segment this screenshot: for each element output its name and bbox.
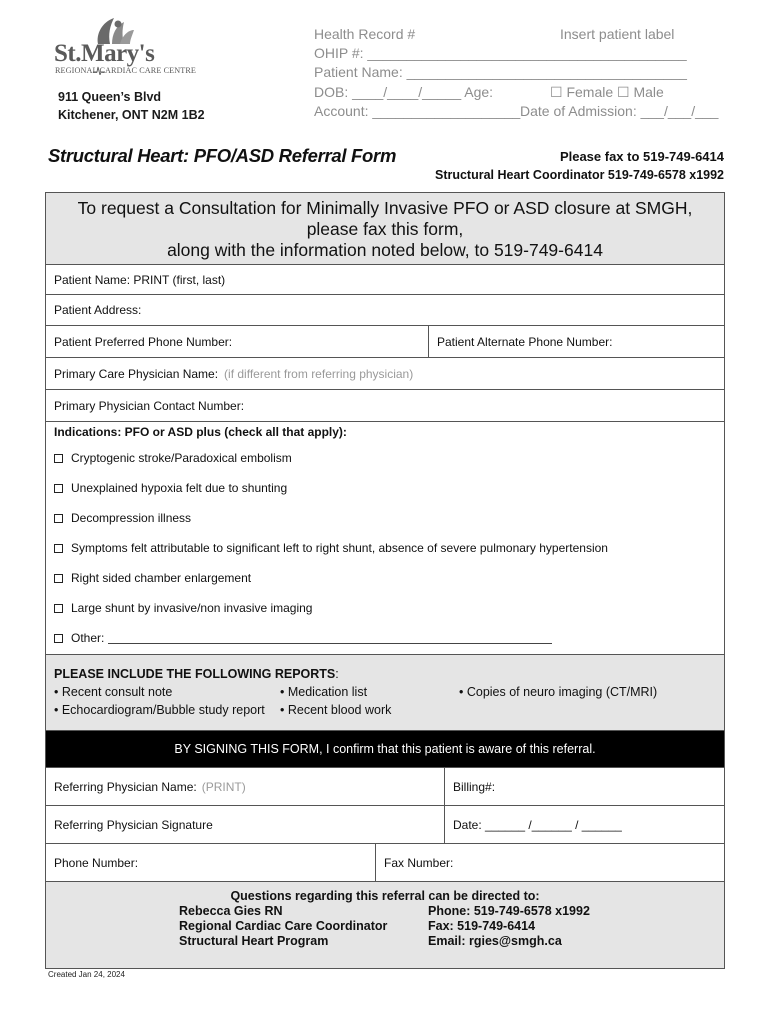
coordinator-contact: Structural Heart Coordinator 519-749-6578 x1992 bbox=[434, 168, 724, 182]
report-item: • Recent blood work bbox=[280, 703, 392, 717]
fax-field[interactable] bbox=[376, 844, 461, 881]
patient-phone-row bbox=[46, 325, 724, 357]
checkbox[interactable] bbox=[54, 514, 63, 523]
referring-name-row bbox=[46, 767, 724, 805]
logo-wordmark: St.Mary's bbox=[54, 40, 155, 67]
checkbox[interactable] bbox=[54, 604, 63, 613]
indications-title: Indications: PFO or ASD plus (check all that apply): bbox=[54, 425, 347, 439]
checkbox[interactable] bbox=[54, 574, 63, 583]
other-input-line[interactable] bbox=[108, 633, 552, 644]
phone-label: Phone Number: bbox=[54, 855, 139, 870]
preferred-phone-label: Patient Preferred Phone Number: bbox=[54, 334, 233, 349]
indication-item[interactable]: Unexplained hypoxia felt due to shunting bbox=[54, 473, 724, 503]
billing-label: Billing#: bbox=[453, 779, 496, 794]
reports-list bbox=[54, 683, 724, 719]
st-marys-logo bbox=[52, 16, 202, 80]
referring-name-label: Referring Physician Name: bbox=[54, 779, 197, 794]
heartbeat-pulse-icon bbox=[93, 66, 105, 75]
patient-label-area bbox=[314, 25, 734, 121]
reports-title: PLEASE INCLUDE THE FOLLOWING REPORTS bbox=[54, 667, 336, 681]
questions-section bbox=[46, 881, 724, 968]
intro-line-2: please fax this form, bbox=[306, 219, 464, 239]
signature-row bbox=[46, 805, 724, 843]
patient-address-row[interactable] bbox=[46, 294, 724, 325]
report-item: • Copies of neuro imaging (CT/MRI) bbox=[459, 685, 658, 699]
dob-age-field: DOB: ____/____/_____ Age: bbox=[314, 83, 494, 100]
report-item: • Echocardiogram/Bubble study report bbox=[54, 703, 265, 717]
intro-banner bbox=[46, 193, 724, 264]
pcp-name-label: Primary Care Physician Name: bbox=[54, 366, 219, 381]
pcp-contact-label: Primary Physician Contact Number: bbox=[54, 398, 245, 413]
patient-name-row[interactable] bbox=[46, 264, 724, 294]
logo-subtitle-left: REGIONAL CARDIAC bbox=[55, 66, 138, 75]
address-line-2: Kitchener, ONT N2M 1B2 bbox=[58, 108, 205, 122]
referral-form bbox=[45, 192, 725, 969]
created-date: Created Jan 24, 2024 bbox=[48, 970, 125, 979]
fax-label: Fax Number: bbox=[384, 855, 454, 870]
indications-section bbox=[46, 421, 724, 654]
insert-label-hint: Insert patient label bbox=[560, 26, 675, 42]
contact-role: Regional Cardiac Care Coordinator bbox=[179, 919, 388, 933]
contact-numbers bbox=[428, 904, 590, 949]
phone-field[interactable] bbox=[46, 844, 376, 881]
contact-email[interactable]: Email: rgies@smgh.ca bbox=[428, 934, 562, 948]
logo-subtitle bbox=[55, 66, 196, 75]
questions-title: Questions regarding this referral can be directed to: bbox=[230, 889, 540, 903]
date-field[interactable] bbox=[445, 806, 630, 843]
checkbox[interactable] bbox=[54, 454, 63, 463]
pcp-name-row[interactable] bbox=[46, 357, 724, 389]
intro-line-1: To request a Consultation for Minimally Invasive PFO or ASD closure at SMGH, bbox=[77, 198, 693, 218]
date-label: Date: ______ /______ / ______ bbox=[453, 817, 622, 832]
pcp-contact-row[interactable] bbox=[46, 389, 724, 421]
intro-line-3: along with the information noted below, to 519-749-6414 bbox=[167, 240, 603, 260]
alternate-phone-field[interactable] bbox=[429, 326, 620, 357]
checkbox[interactable] bbox=[54, 484, 63, 493]
signing-notice: BY SIGNING THIS FORM, I confirm that this patient is aware of this referral. bbox=[46, 730, 724, 767]
alternate-phone-label: Patient Alternate Phone Number: bbox=[437, 334, 613, 349]
admission-date-field: Date of Admission: ___/___/___ bbox=[520, 102, 719, 119]
patient-name-label: Patient Name: PRINT (first, last) bbox=[54, 272, 226, 287]
indication-item[interactable]: Large shunt by invasive/non invasive imaging bbox=[54, 593, 724, 623]
logo-subtitle-right: CARE CENTRE bbox=[139, 66, 197, 75]
indication-item[interactable]: Decompression illness bbox=[54, 503, 724, 533]
indication-item[interactable]: Symptoms felt attributable to significant left to right shunt, absence of severe pulmonary hypertension bbox=[54, 533, 724, 563]
contact-name: Rebecca Gies RN bbox=[179, 904, 283, 918]
pcp-name-hint: (if different from referring physician) bbox=[224, 366, 414, 381]
signature-label: Referring Physician Signature bbox=[54, 817, 213, 832]
account-field: Account: ___________________ bbox=[314, 102, 521, 119]
patient-address-label: Patient Address: bbox=[54, 303, 142, 317]
contact-details bbox=[179, 904, 387, 949]
indication-item[interactable]: Right sided chamber enlargement bbox=[54, 563, 724, 593]
other-label: Other: bbox=[71, 631, 105, 645]
signature-field[interactable] bbox=[46, 806, 445, 843]
report-item: • Medication list bbox=[280, 685, 368, 699]
referring-name-hint: (PRINT) bbox=[201, 779, 246, 794]
referring-name-field[interactable] bbox=[46, 768, 445, 805]
health-record-field: Health Record # bbox=[314, 26, 416, 42]
form-title: Structural Heart: PFO/ASD Referral Form bbox=[48, 145, 397, 166]
sex-checkboxes[interactable]: ☐ Female ☐ Male bbox=[550, 83, 664, 100]
contact-fax: Fax: 519-749-6414 bbox=[428, 919, 536, 933]
indication-item[interactable]: Cryptogenic stroke/Paradoxical embolism bbox=[54, 443, 724, 473]
indication-other[interactable] bbox=[54, 623, 724, 653]
contact-program: Structural Heart Program bbox=[179, 934, 329, 948]
checkbox[interactable] bbox=[54, 544, 63, 553]
fax-instruction: Please fax to 519-749-6414 bbox=[559, 149, 724, 164]
checkbox[interactable] bbox=[54, 634, 63, 643]
ohip-field: OHIP #: _________________________________________ bbox=[314, 45, 687, 62]
contact-phone: Phone: 519-749-6578 x1992 bbox=[428, 904, 590, 918]
billing-field[interactable] bbox=[445, 768, 503, 805]
address-line-1: 911 Queen’s Blvd bbox=[58, 90, 162, 104]
preferred-phone-field[interactable] bbox=[46, 326, 429, 357]
patient-name-label-field: Patient Name: ____________________________________ bbox=[314, 64, 687, 81]
report-item: • Recent consult note bbox=[54, 685, 173, 699]
phone-fax-row bbox=[46, 843, 724, 881]
reports-section: PLEASE INCLUDE THE FOLLOWING REPORTS: • Recent consult note • Medication list • Copies of neuro imaging (CT/MRI) • Echocardiogram/Bubble study report • Recent blood work bbox=[46, 654, 724, 730]
